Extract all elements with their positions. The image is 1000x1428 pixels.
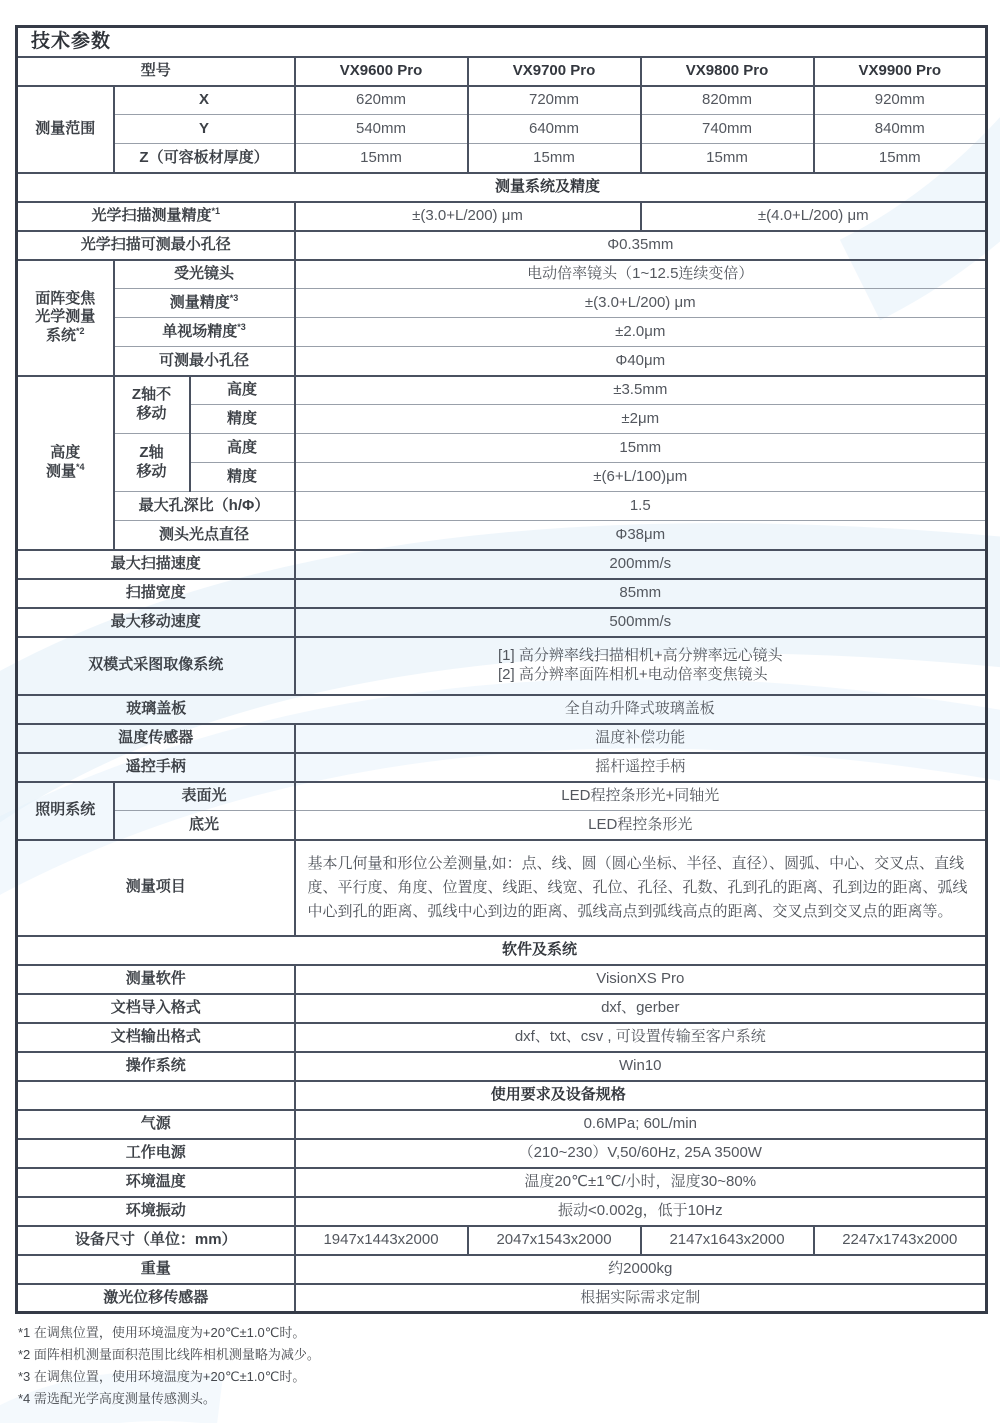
spec-table — [15, 25, 988, 1314]
empty-cell — [17, 1081, 295, 1110]
device-size-row — [17, 1226, 987, 1255]
value-x-3: 820mm — [641, 86, 814, 115]
move-speed-row — [17, 608, 987, 637]
value-max-scan-speed: 200mm/s — [295, 550, 987, 579]
label-surface-light: 表面光 — [114, 782, 295, 811]
label-laser-displacement-sensor: 激光位移传感器 — [17, 1284, 295, 1313]
label-accuracy-1: 精度 — [190, 405, 295, 434]
label-receiving-lens — [114, 260, 295, 289]
area-zoom-row-1 — [17, 260, 987, 289]
value-surface-light: LED程控条形光+同轴光 — [295, 782, 987, 811]
value-height-1: ±3.5mm — [295, 376, 987, 405]
models-row — [17, 57, 987, 86]
spot-diameter-row — [17, 521, 987, 550]
scan-speed-row — [17, 550, 987, 579]
group-line: 光学测量 — [35, 308, 96, 326]
area-zoom-row-4 — [17, 347, 987, 376]
footnote-3: *3 在调焦位置，使用环境温度为+20℃±1.0℃时。 — [18, 1369, 306, 1384]
value-max-hole-depth-ratio: 1.5 — [295, 492, 987, 521]
export-format-row — [17, 1023, 987, 1052]
height-row-3 — [17, 434, 987, 463]
value-measure-items: 基本几何量和形位公差测量,如：点、线、圆（圆心坐标、半径、直径）、圆弧、中心、交叉点、直线度、平行度、角度、位置度、线距、线宽、孔位、孔径、孔数、孔到孔的距离、孔到边的距离、弧线中心到孔的距离、弧线中心到边的距离、弧线高点到弧线高点的距离、交叉点到交叉点的距离等。 — [295, 840, 987, 936]
label-min-hole — [114, 347, 295, 376]
footnotes — [18, 1322, 320, 1410]
section-header-system-accuracy: 测量系统及精度 — [17, 173, 987, 202]
value-device-size-1: 1947x1443x2000 — [295, 1226, 468, 1255]
value-z-2: 15mm — [468, 144, 641, 173]
label-os: 操作系统 — [17, 1052, 295, 1081]
label-accuracy-2: 精度 — [190, 463, 295, 492]
value-export-format: dxf、txt、csv , 可设置传输至客户系统 — [295, 1023, 987, 1052]
label-text: 测量精度 — [169, 293, 230, 311]
label-import-format: 文档导入格式 — [17, 994, 295, 1023]
footnote-2: *2 面阵相机测量面积范围比线阵相机测量略为减少。 — [18, 1347, 320, 1362]
label-measure-accuracy — [114, 289, 295, 318]
group-line: Z轴不 — [131, 386, 172, 404]
value-optical-scan-accuracy-low: ±(3.0+L/200) μm — [295, 202, 641, 231]
group-height-measure — [17, 376, 114, 550]
section-software-row — [17, 936, 987, 965]
value-os: Win10 — [295, 1052, 987, 1081]
value-z-3: 15mm — [641, 144, 814, 173]
optical-scan-accuracy-row — [17, 202, 987, 231]
value-device-size-2: 2047x1543x2000 — [468, 1226, 641, 1255]
label-text: 可测最小孔径 — [158, 351, 249, 369]
section-header-software: 软件及系统 — [17, 936, 987, 965]
footnote-mark-2: *2 — [76, 326, 85, 337]
page-title: 技术参数 — [17, 27, 987, 57]
label-z: Z（可容板材厚度） — [114, 144, 295, 173]
laser-sensor-row — [17, 1284, 987, 1313]
label-device-size: 设备尺寸（单位：mm） — [17, 1226, 295, 1255]
label-text: 受光镜头 — [173, 265, 234, 283]
label-max-hole-depth-ratio: 最大孔深比（h/Φ） — [114, 492, 295, 521]
label-text: 光学扫描测量精度 — [91, 206, 212, 224]
value-import-format: dxf、gerber — [295, 994, 987, 1023]
measure-items-row — [17, 840, 987, 936]
label-measure-software: 测量软件 — [17, 965, 295, 994]
optical-scan-min-hole-row — [17, 231, 987, 260]
value-glass-cover: 全自动升降式玻璃盖板 — [295, 695, 987, 724]
value-x-2: 720mm — [468, 86, 641, 115]
value-accuracy-1: ±2μm — [295, 405, 987, 434]
scan-width-row — [17, 579, 987, 608]
dual-mode-line-1: [1] 高分辨率线扫描相机+高分辨率远心镜头 — [497, 647, 783, 664]
label-env-vibration: 环境振动 — [17, 1197, 295, 1226]
group-z-fixed — [114, 376, 190, 434]
value-z-1: 15mm — [295, 144, 468, 173]
value-device-size-4: 2247x1743x2000 — [814, 1226, 987, 1255]
value-dual-mode-system — [295, 637, 987, 695]
label-air-source: 气源 — [17, 1110, 295, 1139]
dual-mode-line-2: [2] 高分辨率面阵相机+电动倍率变焦镜头 — [497, 665, 768, 683]
group-z-move — [114, 434, 190, 492]
model-vx9700: VX9700 Pro — [468, 57, 641, 86]
label-dual-mode-system: 双模式采图取像系统 — [17, 637, 295, 695]
remote-handle-row — [17, 753, 987, 782]
value-remote-handle: 摇杆遥控手柄 — [295, 753, 987, 782]
label-scan-width: 扫描宽度 — [17, 579, 295, 608]
label-temp-sensor: 温度传感器 — [17, 724, 295, 753]
dual-mode-lines — [498, 647, 783, 685]
value-y-3: 740mm — [641, 115, 814, 144]
value-probe-spot-diameter: Φ38μm — [295, 521, 987, 550]
footnote-1: *1 在调焦位置，使用环境温度为+20℃±1.0℃时。 — [18, 1325, 306, 1340]
footnote-mark-3: *3 — [229, 292, 239, 303]
group-line: 面阵变焦 — [35, 289, 96, 307]
label-optical-scan-accuracy — [17, 202, 295, 231]
value-y-2: 640mm — [468, 115, 641, 144]
power-row — [17, 1139, 987, 1168]
label-bottom-light: 底光 — [114, 811, 295, 840]
glass-cover-row — [17, 695, 987, 724]
section-usage-row — [17, 1081, 987, 1110]
model-vx9600: VX9600 Pro — [295, 57, 468, 86]
group-measure-range: 测量范围 — [17, 86, 114, 173]
value-bottom-light: LED程控条形光 — [295, 811, 987, 840]
value-optical-scan-min-hole: Φ0.35mm — [295, 231, 987, 260]
label-env-temperature: 环境温度 — [17, 1168, 295, 1197]
label-glass-cover: 玻璃盖板 — [17, 695, 295, 724]
value-env-temperature: 温度20℃±1℃/小时，湿度30~80% — [295, 1168, 987, 1197]
label-optical-scan-min-hole: 光学扫描可测最小孔径 — [17, 231, 295, 260]
group-area-zoom-system — [17, 260, 114, 376]
max-ratio-row — [17, 492, 987, 521]
value-min-hole: Φ40μm — [295, 347, 987, 376]
env-temp-row — [17, 1168, 987, 1197]
label-measure-items: 测量项目 — [17, 840, 295, 936]
value-receiving-lens: 电动倍率镜头（1~12.5连续变倍） — [295, 260, 987, 289]
value-device-size-3: 2147x1643x2000 — [641, 1226, 814, 1255]
value-z-4: 15mm — [814, 144, 987, 173]
section-header-usage: 使用要求及设备规格 — [295, 1081, 987, 1110]
software-row — [17, 965, 987, 994]
lighting-row-2 — [17, 811, 987, 840]
value-air-source: 0.6MPa; 60L/min — [295, 1110, 987, 1139]
label-probe-spot-diameter: 测头光点直径 — [114, 521, 295, 550]
value-y-4: 840mm — [814, 115, 987, 144]
import-format-row — [17, 994, 987, 1023]
range-x-row — [17, 86, 987, 115]
label-x: X — [114, 86, 295, 115]
dual-mode-row — [17, 637, 987, 695]
label-export-format: 文档输出格式 — [17, 1023, 295, 1052]
value-measure-software: VisionXS Pro — [295, 965, 987, 994]
label-max-move-speed: 最大移动速度 — [17, 608, 295, 637]
label-remote-handle: 遥控手柄 — [17, 753, 295, 782]
group-line: 测量 — [45, 462, 76, 480]
value-single-fov-accuracy: ±2.0μm — [295, 318, 987, 347]
range-y-row — [17, 115, 987, 144]
value-laser-displacement-sensor: 根据实际需求定制 — [295, 1284, 987, 1313]
label-model: 型号 — [17, 57, 295, 86]
label-weight: 重量 — [17, 1255, 295, 1284]
temp-sensor-row — [17, 724, 987, 753]
model-vx9900: VX9900 Pro — [814, 57, 987, 86]
label-height-1: 高度 — [190, 376, 295, 405]
group-line: 高度 — [50, 444, 81, 461]
lighting-row-1 — [17, 782, 987, 811]
os-row — [17, 1052, 987, 1081]
value-temp-sensor: 温度补偿功能 — [295, 724, 987, 753]
weight-row — [17, 1255, 987, 1284]
range-z-row — [17, 144, 987, 173]
area-zoom-row-2 — [17, 289, 987, 318]
vibration-row — [17, 1197, 987, 1226]
value-max-move-speed: 500mm/s — [295, 608, 987, 637]
group-line: 系统 — [45, 327, 76, 345]
label-height-2: 高度 — [190, 434, 295, 463]
air-source-row — [17, 1110, 987, 1139]
group-lighting-system: 照明系统 — [17, 782, 114, 840]
area-zoom-row-3 — [17, 318, 987, 347]
title-row — [17, 27, 987, 57]
value-x-4: 920mm — [814, 86, 987, 115]
label-single-fov-accuracy — [114, 318, 295, 347]
model-vx9800: VX9800 Pro — [641, 57, 814, 86]
label-max-scan-speed: 最大扫描速度 — [17, 550, 295, 579]
group-line: Z轴 — [139, 444, 164, 461]
value-weight: 约2000kg — [295, 1255, 987, 1284]
footnote-mark-3: *3 — [237, 321, 246, 332]
value-env-vibration: 振动<0.002g，低于10Hz — [295, 1197, 987, 1226]
footnote-mark-4: *4 — [76, 461, 85, 472]
footnote-4: *4 需选配光学高度测量传感测头。 — [18, 1391, 216, 1406]
footnote-mark-1: *1 — [211, 205, 221, 216]
value-optical-scan-accuracy-high: ±(4.0+L/200) μm — [641, 202, 987, 231]
group-line: 移动 — [136, 405, 167, 422]
value-measure-accuracy: ±(3.0+L/200) μm — [295, 289, 987, 318]
label-working-power: 工作电源 — [17, 1139, 295, 1168]
value-x-1: 620mm — [295, 86, 468, 115]
value-working-power: （210~230）V,50/60Hz, 25A 3500W — [295, 1139, 987, 1168]
value-y-1: 540mm — [295, 115, 468, 144]
label-text: 单视场精度 — [162, 322, 238, 340]
section-system-accuracy-row — [17, 173, 987, 202]
value-height-2: 15mm — [295, 434, 987, 463]
height-row-1 — [17, 376, 987, 405]
value-scan-width: 85mm — [295, 579, 987, 608]
label-y: Y — [114, 115, 295, 144]
value-accuracy-2: ±(6+L/100)μm — [295, 463, 987, 492]
group-line: 移动 — [136, 462, 167, 480]
